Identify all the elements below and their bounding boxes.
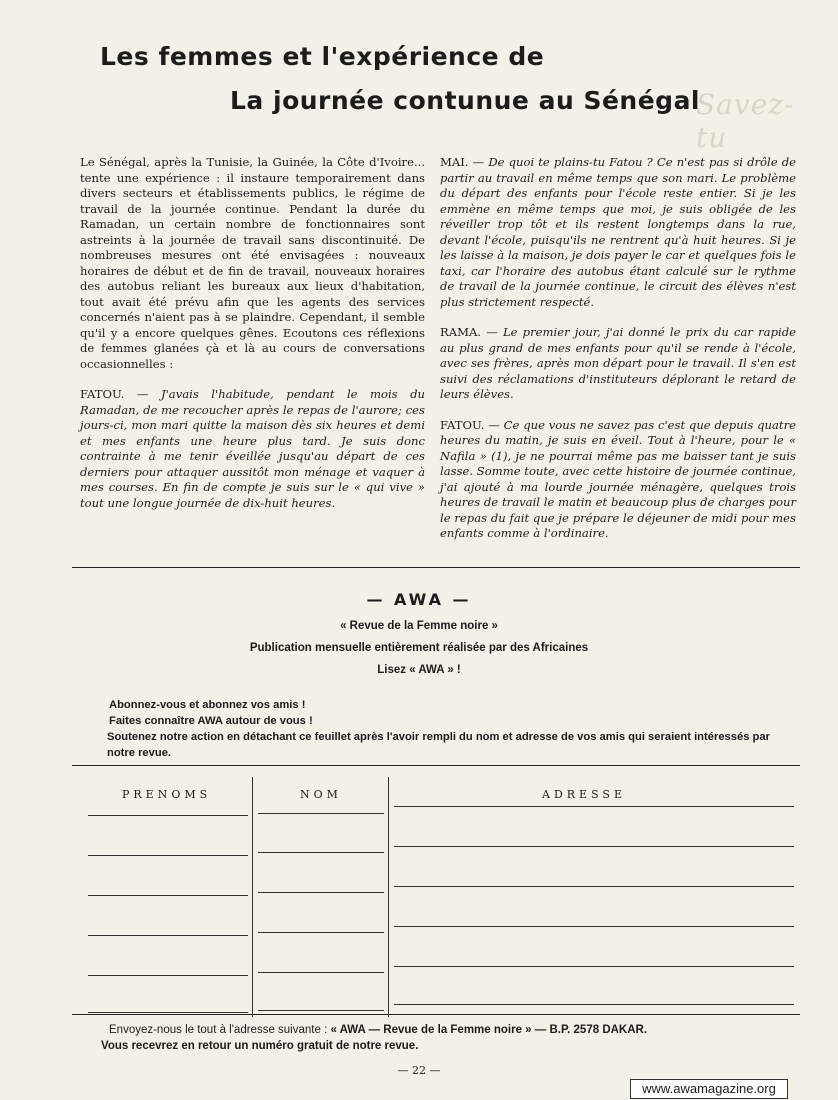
send-address: « AWA — Revue de la Femme noire » — B.P. 2578 DAKAR. <box>330 1024 648 1036</box>
speaker-name: RAMA. — <box>440 325 503 339</box>
awa-subtitle: « Revue de la Femme noire » <box>340 620 498 632</box>
send-prefix: Envoyez-nous le tout à l'adresse suivante : <box>109 1024 331 1036</box>
column-header-prenoms: PRENOMS <box>122 788 212 801</box>
nom-field[interactable] <box>258 852 384 853</box>
adresse-field[interactable] <box>394 806 794 807</box>
article-title-line-1: Les femmes et l'expérience de <box>100 42 545 71</box>
form-column-divider <box>388 777 389 1017</box>
awa-publication-line: Publication mensuelle entièrement réalisée par des Africaines <box>249 642 589 654</box>
send-address-line <box>109 1022 809 1038</box>
article-left-column <box>80 155 425 526</box>
nom-field[interactable] <box>258 932 384 933</box>
testimony-paragraph <box>440 155 796 310</box>
nom-field[interactable] <box>258 972 384 973</box>
appeal-line: Abonnez-vous et abonnez vos amis ! <box>109 699 306 711</box>
adresse-field[interactable] <box>394 886 794 887</box>
subscribe-appeal <box>109 697 799 761</box>
nom-field[interactable] <box>258 892 384 893</box>
testimony-paragraph <box>440 418 796 542</box>
speech-text: De quoi te plains-tu Fatou ? Ce n'est pas si drôle de partir au travail en même temps que son mari. Le problème du départ des enfants pour l'école reste entier. Si je les emmène en même temps que moi, je suis obligée de les réveiller trop tôt et ils restent longtemps dans la rue, devant l'école, puisqu'ils ne rentrent qu'à huit heures. Si je les laisse à la maison, je dois payer le car et quelques fois le taxi, car l'horaire des autobus étant calculé sur le rythme de travail de la journée continue, le circuit des élèves n'est plus strictement respecté. <box>440 155 796 309</box>
adresse-field[interactable] <box>394 846 794 847</box>
speech-text: Ce que vous ne savez pas c'est que depuis quatre heures du matin, je suis en éveil. Tout à l'heure, pour le « Nafila » (1), je ne pourrai même pas me baisser tant je suis lasse. Somme toute, avec cette histoire de journée continue, j'ai ajouté à ma lourde journée ménagère, quelques trois heures de travail le matin et beaucoup plus de charges pour le repas du fait que je prépare le déjeuner de midi pour mes enfants comme à l'ordinaire. <box>440 417 796 540</box>
adresse-field[interactable] <box>394 966 794 967</box>
page-number: — 22 — <box>397 1064 441 1077</box>
website-watermark: www.awamagazine.org <box>630 1079 788 1099</box>
nom-field[interactable] <box>258 813 384 814</box>
adresse-field[interactable] <box>394 926 794 927</box>
prenom-field[interactable] <box>88 935 248 936</box>
speech-text: Le premier jour, j'ai donné le prix du car rapide au plus grand de mes enfants pour qu'il se rende à l'école, avec ses frères, après mon départ pour le travail. Il s'en est suivi des réclamations d'instituteurs déplorant le retard de leurs élèves. <box>440 325 796 401</box>
speaker-name: FATOU. — <box>440 417 504 432</box>
column-header-nom: NOM <box>300 788 342 801</box>
article-right-column <box>440 155 796 557</box>
section-divider <box>72 567 800 568</box>
column-header-adresse: ADRESSE <box>542 788 626 801</box>
intro-paragraph <box>80 155 425 372</box>
testimony-paragraph <box>80 387 425 511</box>
paragraph-text: Le Sénégal, après la Tunisie, la Guinée, la Côte d'Ivoire... tente une expérience : il instaure temporairement dans divers secteurs et établissements publics, le régime de travail de la journée continue. Pendant la durée du Ramadan, un certain nombre de fonctionnaires sont astreints à la journée de travail sans discontinuité. De nombreuses mesures ont été envisagées : nouveaux horaires de début et de fin de travail, nouveaux horaires des autobus reliant les bureaux aux lieux d'habitation, tout avait été prévu afin que les agents des services concernés n'aient pas à se plaindre. Cependant, il semble qu'il y a encore quelques gênes. Ecoutons ces réflexions de femmes glanées çà et là au cours de conversations occasionnelles : <box>80 155 425 371</box>
speaker-name: MAI. — <box>440 155 489 169</box>
speaker-name: FATOU. — <box>80 387 161 401</box>
prenom-field[interactable] <box>88 855 248 856</box>
free-issue-line: Vous recevrez en retour un numéro gratuit de notre revue. <box>101 1040 419 1052</box>
prenom-field[interactable] <box>88 815 248 816</box>
referral-form <box>72 765 800 1015</box>
speech-text: J'avais l'habitude, pendant le mois du Ramadan, de me recoucher après le repas de l'aurore; ces jours-ci, mon mari quitte la maison dès six heures et demi et mes enfants une heure plus tard. Je suis donc contrainte à me tenir éveillée jusqu'au départ de ces derniers pour attaquer aussitôt mon ménage et vaquer à mes courses. En fin de compte je suis sur le « qui vive » tout une longue journée de dix-huit heures. <box>80 387 425 510</box>
prenom-field[interactable] <box>88 1012 248 1013</box>
awa-read-line: Lisez « AWA » ! <box>377 664 461 676</box>
prenom-field[interactable] <box>88 975 248 976</box>
prenom-field[interactable] <box>88 895 248 896</box>
testimony-paragraph <box>440 325 796 403</box>
awa-heading: — AWA — <box>366 590 472 609</box>
adresse-field[interactable] <box>394 1004 794 1005</box>
article-title-line-2: La journée contunue au Sénégal <box>230 86 701 115</box>
nom-field[interactable] <box>258 1010 384 1011</box>
appeal-line: Faites connaître AWA autour de vous ! <box>109 715 313 727</box>
appeal-line: Soutenez notre action en détachant ce feuillet après l'avoir rempli du nom et adresse de vos amis qui seraient intéressés par notre revue. <box>107 731 770 759</box>
bleed-through-text: Savez-tu <box>696 88 795 154</box>
send-instructions <box>101 1022 809 1054</box>
form-column-divider <box>252 777 253 1017</box>
